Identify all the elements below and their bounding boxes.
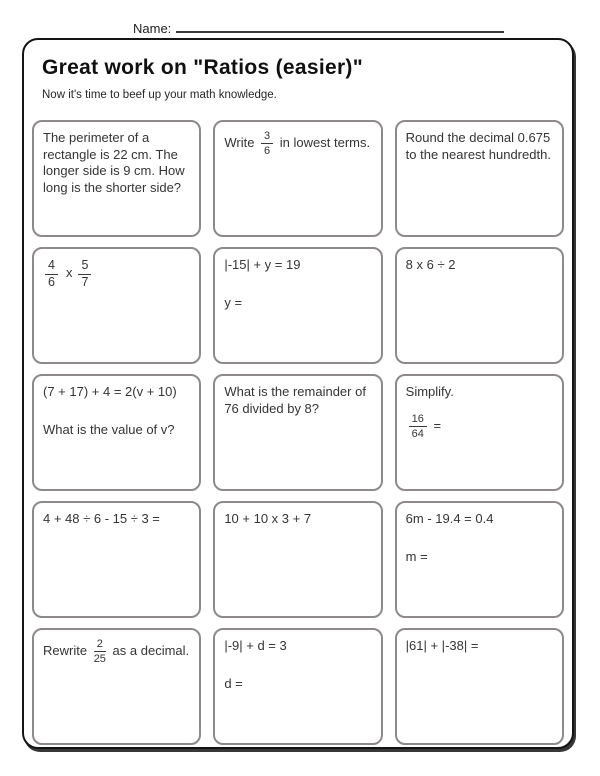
problem-text: |-9| + d = 3 [224,638,287,653]
fraction-denominator: 6 [264,145,271,158]
fraction [409,413,427,440]
problems-grid [32,120,564,745]
problem-cell-10 [32,501,201,618]
answer-prompt: d = [224,675,243,691]
problem-text: 6m - 19.4 = 0.4 [405,511,494,526]
problem-cell-8 [213,374,382,491]
problem-cell-12 [395,501,564,618]
fraction-numerator: 3 [261,130,273,144]
problem-text: 4 + 48 ÷ 6 - 15 ÷ 3 = [43,511,160,526]
fraction-expression [406,413,553,440]
fraction-denominator: 6 [48,274,55,289]
problem-cell-14 [213,628,382,745]
problem-text-after: in lowest terms. [276,135,371,151]
name-label: Name: [133,21,172,36]
problem-text: |-15| + y = 19 [224,257,301,272]
multiply-operator: x [65,264,73,280]
fraction-numerator: 16 [409,413,427,427]
problem-text: What is the remainder of 76 divided by 8? [224,384,366,416]
problem-text: 10 + 10 x 3 + 7 [224,511,312,526]
problem-cell-1 [32,120,201,237]
problem-text: 8 x 6 ÷ 2 [405,257,456,272]
fraction [261,130,273,157]
problem-cell-6 [395,247,564,364]
problem-text: |61| + |-38| = [405,638,479,653]
fraction [78,259,91,290]
fraction-numerator: 4 [45,259,58,275]
answer-prompt: What is the value of v? [43,421,175,437]
problem-text: The perimeter of a rectangle is 22 cm. The longer side is 9 cm. How long is the shorter side? [43,130,185,195]
problem-cell-4 [32,247,201,364]
fraction [94,638,106,665]
problem-cell-2 [213,120,382,237]
fraction-denominator: 7 [81,274,89,289]
problem-cell-13 [32,628,201,745]
problem-text-after: as a decimal. [108,643,190,659]
problem-text: Round the decimal 0.675 to the nearest hundredth. [405,130,551,162]
equals-sign: = [429,417,442,433]
page-title: Great work on "Ratios (easier)" [42,56,363,79]
problem-cell-5 [213,247,382,364]
problem-text: Simplify. [405,384,454,399]
answer-prompt: m = [405,548,428,564]
fraction-numerator: 5 [78,259,91,275]
fraction-numerator: 2 [94,638,106,652]
worksheet-frame [22,38,574,749]
problem-text-before: Write [224,135,259,151]
name-row [133,20,504,36]
page-subtitle: Now it's time to beef up your math knowledge. [42,89,277,101]
problem-cell-3 [395,120,564,237]
name-blank-line [176,20,504,33]
problem-cell-15 [395,628,564,745]
problem-cell-7 [32,374,201,491]
problem-cell-9 [395,374,564,491]
problem-text: (7 + 17) + 4 = 2(v + 10) [43,384,177,399]
fraction [45,259,58,290]
problem-text-before: Rewrite [43,643,91,659]
fraction-denominator: 25 [93,653,106,666]
answer-prompt: y = [224,294,243,310]
problem-cell-11 [213,501,382,618]
fraction-denominator: 64 [411,427,424,440]
